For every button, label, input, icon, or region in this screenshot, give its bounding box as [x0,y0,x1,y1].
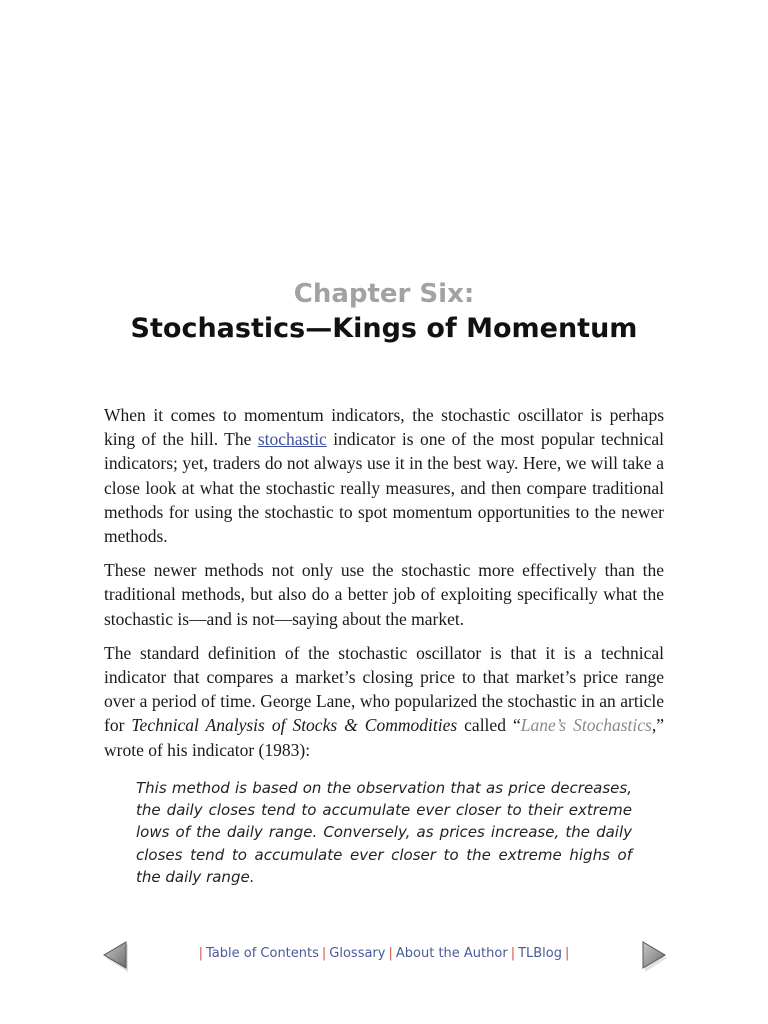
separator: | [321,946,327,961]
article-title: Lane’s Stochastics [520,715,652,736]
chapter-number: Chapter Six: [293,279,475,309]
chapter-title: Stochastics—Kings of Momentum [130,313,638,344]
paragraph-1-text-b: indicator is one of the most popular technical indicators; yet, traders do not always use it in the best way. Here, we will take a close look at what the stochastic really measures, and then compare traditional methods for using the stochastic to spot momentum opportunities to the newer methods. [104,429,664,547]
publication-title: Technical Analysis of Stocks & Commodities [131,715,458,736]
next-page-arrow-icon[interactable] [641,940,669,972]
tlblog-link[interactable]: TLBlog [518,946,562,961]
separator: | [388,946,393,961]
paragraph-3 [104,641,664,762]
glossary-link[interactable]: Glossary [329,946,386,961]
separator: | [510,946,516,961]
paragraph-1 [104,403,664,548]
paragraph-1-text-a: When it comes to momentum indicators, the stochastic oscillator is perhaps king of the hill. The [104,405,664,450]
paragraph-3-text-c: ,” wrote of his indicator (1983): [104,715,665,760]
table-of-contents-link[interactable]: Table of Contents [206,946,319,961]
separator: | [565,946,570,961]
block-quote: This method is based on the observation that as price decreases, the daily closes tend to accumulate ever closer to their extreme lows of the daily range. Conversely, as prices increase, the daily closes tend to accumulate ever closer to the extreme highs of the daily range. [136,779,632,886]
paragraph-2: These newer methods not only use the stochastic more effectively than the traditional methods, but also do a better job of exploiting specifically what the stochastic is—and is not—saying about the market. [104,560,664,629]
stochastic-link[interactable]: stochastic [257,429,327,450]
body-text [104,403,664,772]
about-author-link[interactable]: About the Author [395,946,508,961]
paragraph-3-text-a: The standard definition of the stochastic oscillator is that it is a technical indicator that compares a market’s closing price to that market’s price range over a period of time. George Lane, who popularized the stochastic in an article for [104,642,664,736]
separator: | [198,946,203,961]
paragraph-3-text-b: called “ [457,715,521,736]
